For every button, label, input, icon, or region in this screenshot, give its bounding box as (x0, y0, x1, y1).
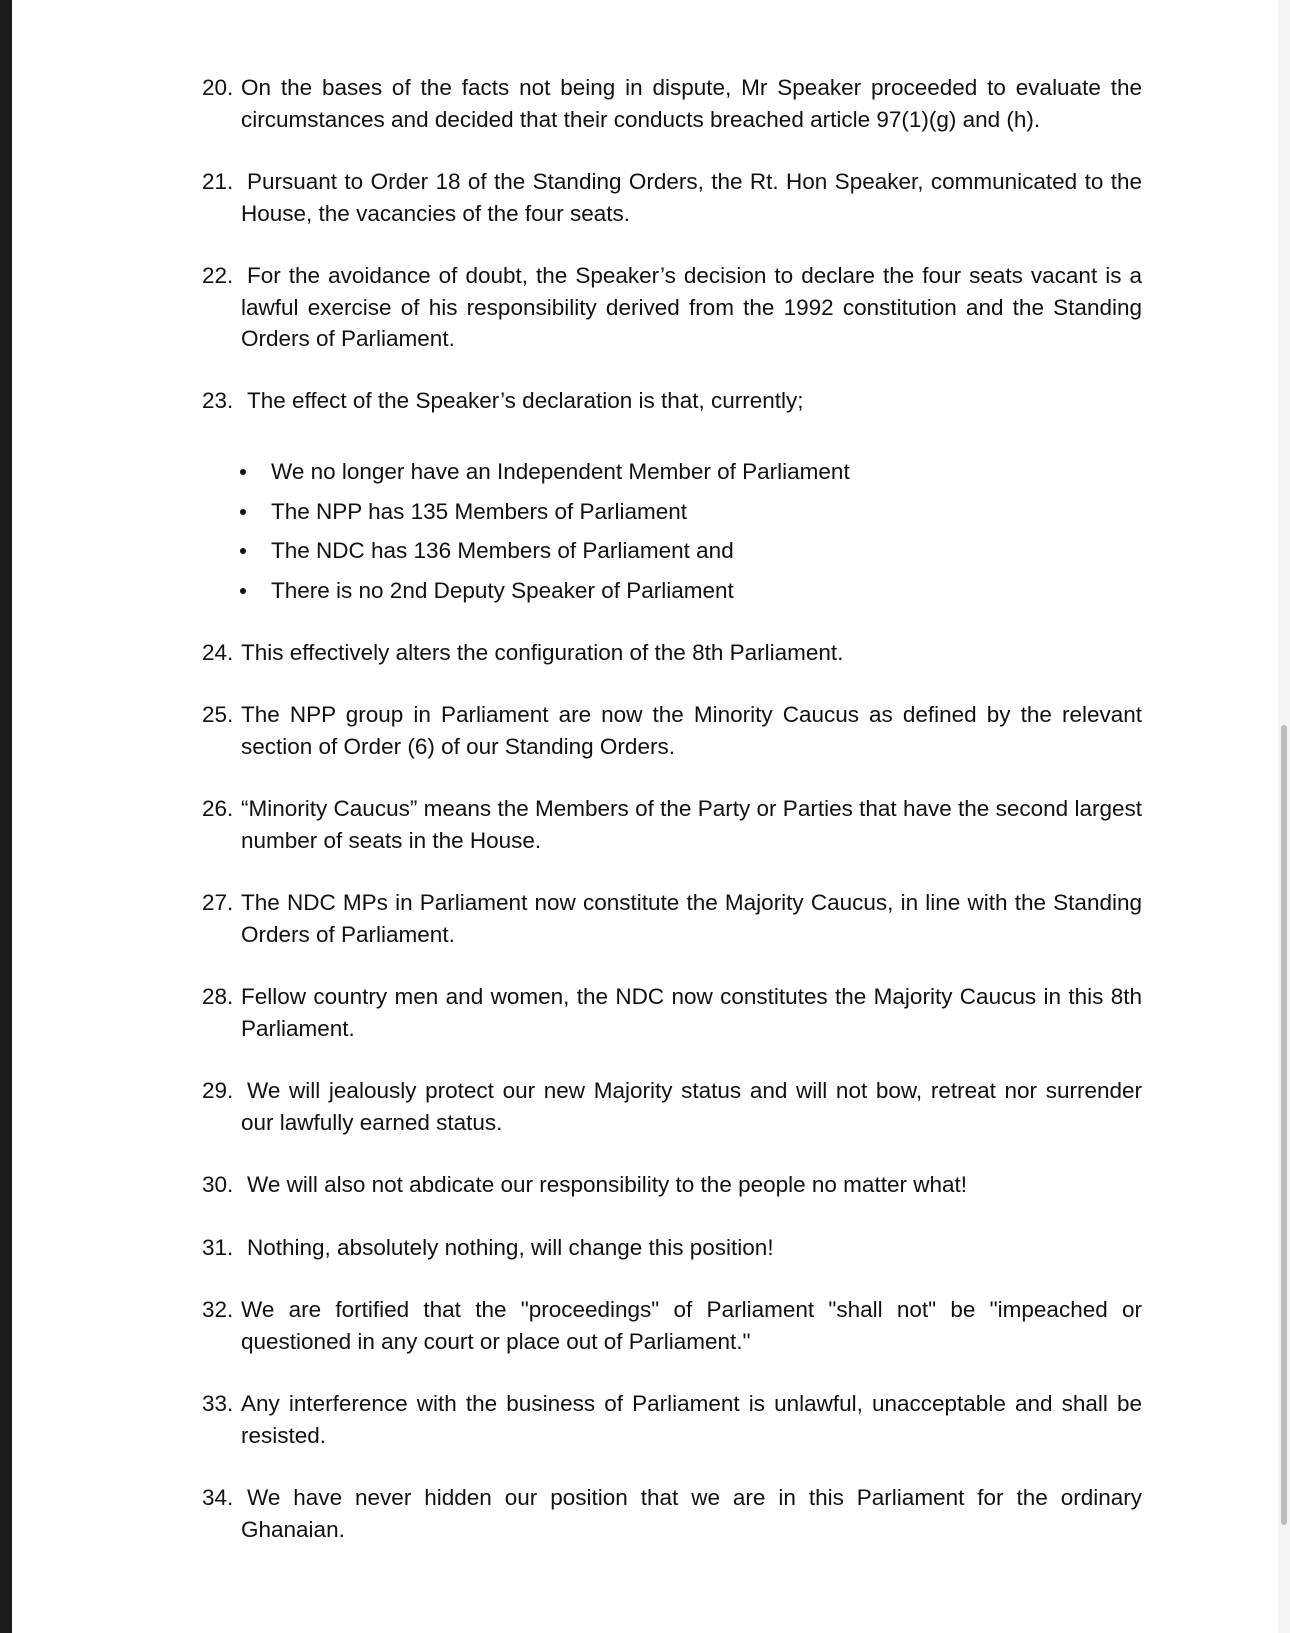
paragraph-text: This effectively alters the configuration of the 8th Parliament. (241, 640, 844, 665)
bullet-list (227, 456, 850, 614)
paragraph-number: 32. (202, 1297, 234, 1322)
paragraph-number: 28. (202, 984, 234, 1009)
paragraph-number: 24. (202, 640, 234, 665)
paragraph-32 (202, 1294, 1142, 1357)
paragraph-number: 31. (202, 1235, 234, 1260)
paragraph-number: 25. (202, 702, 234, 727)
paragraph-text: For the avoidance of doubt, the Speaker’s decision to declare the four seats vacant is a lawful exercise of his responsibility derived from the 1992 constitution and the Standing Orders of Parliament. (241, 263, 1142, 351)
paragraph-33 (202, 1388, 1142, 1451)
paragraph-text: We have never hidden our position that we are in this Parliament for the ordinary Ghanaian. (241, 1485, 1142, 1542)
bullet-text: We no longer have an Independent Member of Parliament (271, 459, 850, 484)
paragraph-number: 23. (202, 388, 234, 413)
paragraph-26 (202, 793, 1142, 856)
paragraph-text: Any interference with the business of Parliament is unlawful, unacceptable and shall be resisted. (241, 1391, 1142, 1448)
bullet-item (227, 496, 850, 536)
paragraph-number: 29. (202, 1078, 234, 1103)
bullet-icon (240, 469, 246, 475)
paragraph-24 (202, 637, 1142, 669)
paragraph-number: 30. (202, 1172, 234, 1197)
paragraph-29 (202, 1075, 1142, 1138)
paragraph-number: 27. (202, 890, 234, 915)
paragraph-34 (202, 1482, 1142, 1545)
paragraph-text: We will jealously protect our new Majority status and will not bow, retreat nor surrender our lawfully earned status. (241, 1078, 1142, 1135)
paragraph-28 (202, 981, 1142, 1044)
paragraph-text: We will also not abdicate our responsibility to the people no matter what! (247, 1172, 967, 1197)
paragraph-text: Pursuant to Order 18 of the Standing Orders, the Rt. Hon Speaker, communicated to the House, the vacancies of the four seats. (241, 169, 1142, 226)
document-page (12, 0, 1278, 1633)
bullet-icon (240, 548, 246, 554)
paragraph-31 (202, 1232, 1142, 1264)
paragraph-number: 34. (202, 1485, 234, 1510)
paragraph-text: The effect of the Speaker’s declaration is that, currently; (247, 388, 804, 413)
vertical-scrollbar[interactable] (1278, 0, 1290, 1633)
paragraph-25 (202, 699, 1142, 762)
paragraph-number: 33. (202, 1391, 234, 1416)
paragraph-text: “Minority Caucus” means the Members of the Party or Parties that have the second largest number of seats in the House. (241, 796, 1142, 853)
paragraph-text: We are fortified that the "proceedings" of Parliament "shall not" be "impeached or questioned in any court or place out of Parliament." (241, 1297, 1142, 1354)
paragraph-text: Fellow country men and women, the NDC now constitutes the Majority Caucus in this 8th Parliament. (241, 984, 1142, 1041)
paragraph-number: 20. (202, 75, 234, 100)
paragraph-30 (202, 1169, 1142, 1201)
paragraph-23 (202, 385, 1142, 417)
paragraph-text: On the bases of the facts not being in dispute, Mr Speaker proceeded to evaluate the circumstances and decided that their conducts breached article 97(1)(g) and (h). (241, 75, 1142, 132)
bullet-text: The NPP has 135 Members of Parliament (271, 498, 688, 524)
paragraph-text: Nothing, absolutely nothing, will change this position! (247, 1235, 774, 1260)
bullet-text: There is no 2nd Deputy Speaker of Parliament (271, 577, 734, 603)
bullet-item (227, 575, 850, 615)
bullet-item (227, 535, 850, 575)
paragraph-number: 21. (202, 169, 234, 194)
bullet-icon (240, 588, 246, 594)
scrollbar-thumb[interactable] (1281, 725, 1287, 1525)
paragraph-22 (202, 260, 1142, 355)
bullet-icon (240, 509, 246, 515)
paragraph-21 (202, 166, 1142, 229)
paragraph-number: 22. (202, 263, 234, 288)
paragraph-text: The NDC MPs in Parliament now constitute the Majority Caucus, in line with the Standing Orders of Parliament. (241, 890, 1142, 947)
paragraph-text: The NPP group in Parliament are now the Minority Caucus as defined by the relevant section of Order (6) of our Standing Orders. (241, 702, 1142, 759)
bullet-item (227, 456, 850, 496)
paragraph-27 (202, 887, 1142, 950)
bullet-text: The NDC has 136 Members of Parliament and (271, 538, 734, 563)
paragraph-20 (202, 72, 1142, 135)
paragraph-number: 26. (202, 796, 234, 821)
